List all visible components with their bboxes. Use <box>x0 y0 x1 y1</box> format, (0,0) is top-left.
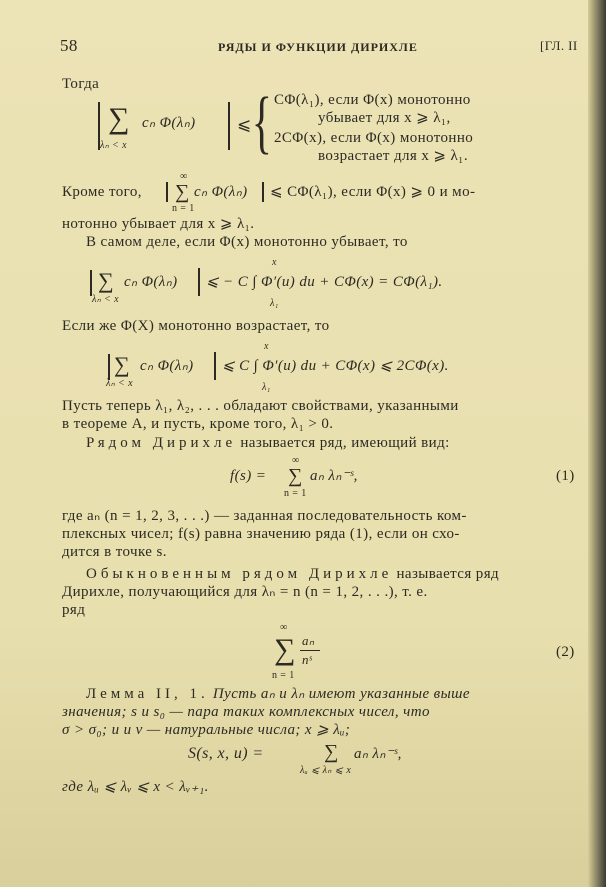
equation-number: (2) <box>556 644 575 660</box>
text-span: называется ряд <box>396 566 500 582</box>
sum-subscript: λᵤ ⩽ λₙ ⩽ x <box>300 765 352 776</box>
sum-subscript: n = 1 <box>284 488 307 499</box>
abs-bar <box>108 354 110 380</box>
abs-bar <box>90 270 92 296</box>
text-line <box>86 566 499 583</box>
text-line: значения; s и s₀ — пара таких комплексных чисел, что <box>62 704 430 720</box>
formula-lhs: f(s) = <box>230 468 267 484</box>
fraction-denominator: nˢ <box>302 652 313 667</box>
sum-subscript: λₙ < x <box>92 294 119 305</box>
abs-bar <box>198 268 200 296</box>
sum-subscript: λₙ < x <box>106 378 133 389</box>
fraction-bar <box>300 650 320 651</box>
integral-upper: x <box>264 341 269 352</box>
text-line: ⩽ CΦ(λ₁), если Φ(x) ⩾ 0 и мо- <box>270 184 476 200</box>
equation-number: (1) <box>556 468 575 484</box>
formula-lhs: S(s, x, u) = <box>188 745 264 762</box>
le-sign: ⩽ <box>237 115 252 134</box>
sum-term: cₙ Φ(λₙ) <box>140 358 194 374</box>
text-line <box>86 686 470 703</box>
text-span: называется ряд, имеющий вид: <box>240 435 450 451</box>
text-line: Если же Φ(X) монотонно возрастает, то <box>62 318 330 334</box>
sum-sign: ∑ <box>175 181 190 203</box>
text-line: В самом деле, если Φ(x) монотонно убывает, то <box>86 234 408 250</box>
text-line: плексных чисел; f(s) равна значению ряда (1), если он схо- <box>62 526 460 542</box>
sum-subscript: λₙ < x <box>100 140 127 151</box>
abs-bar <box>166 182 168 202</box>
sum-term: cₙ Φ(λₙ) <box>194 184 248 200</box>
text-line <box>86 435 450 452</box>
case-line: CΦ(λ₁), если Φ(x) монотонно <box>274 92 471 108</box>
integral-lower: λ₁ <box>270 298 279 309</box>
text-line: σ > σ₀; u и v — натуральные числа; x ⩾ λᵤ; <box>62 722 351 738</box>
integral-upper: x <box>272 257 277 268</box>
sum-term: aₙ λₙ⁻ˢ, <box>310 468 358 484</box>
sum-sign: ∑ <box>288 465 303 487</box>
text-line: где aₙ (n = 1, 2, 3, . . .) — заданная последовательность ком- <box>62 508 467 524</box>
sum-sign: ∑ <box>274 633 296 666</box>
text-line: где λᵤ ⩽ λᵥ ⩽ x < λᵥ₊₁. <box>62 779 209 795</box>
spaced-term: Обыкновенным рядом Дирихле <box>86 566 393 582</box>
fraction-numerator: aₙ <box>302 633 315 648</box>
sum-superscript: ∞ <box>292 455 300 466</box>
sum-superscript: ∞ <box>180 171 188 182</box>
formula-rest: ⩽ C ∫ Φ′(u) du + CΦ(x) ⩽ 2CΦ(x). <box>222 358 449 374</box>
integral-lower: λ₁ <box>262 382 271 393</box>
case-line: 2CΦ(x), если Φ(x) монотонно <box>274 130 474 146</box>
text-line: дится в точке s. <box>62 544 167 560</box>
page-edge <box>588 0 606 887</box>
text-line: Кроме того, <box>62 184 142 200</box>
spaced-term: Рядом Дирихле <box>86 435 237 451</box>
page-number: 58 <box>60 36 78 55</box>
text-line: Пусть теперь λ₁, λ₂, . . . обладают свойствами, указанными <box>62 398 459 414</box>
running-title: РЯДЫ И ФУНКЦИИ ДИРИХЛЕ <box>218 40 418 54</box>
text-line: в теореме A, и пусть, кроме того, λ₁ > 0. <box>62 416 334 432</box>
sum-sign: ∑ <box>324 741 339 763</box>
formula-rest: ⩽ − C ∫ Φ′(u) du + CΦ(x) = CΦ(λ₁). <box>206 274 443 290</box>
abs-bar <box>214 352 216 380</box>
sum-sign: ∑ <box>108 102 130 135</box>
text-line: ряд <box>62 602 86 618</box>
text-line: Тогда <box>62 76 100 92</box>
chapter-label: [ГЛ. II <box>540 38 578 53</box>
text-span: Пусть aₙ и λₙ имеют указанные выше <box>212 686 470 702</box>
abs-bar <box>262 182 264 202</box>
lemma-label: Лемма II, 1. <box>86 686 209 702</box>
text-line: Дирихле, получающийся для λₙ = n (n = 1, 2, . . .), т. е. <box>62 584 428 600</box>
sum-term: cₙ Φ(λₙ) <box>142 115 196 131</box>
sum-subscript: n = 1 <box>272 670 295 681</box>
text-line: нотонно убывает для x ⩾ λ₁. <box>62 216 255 232</box>
brace: { <box>251 84 272 161</box>
case-line: убывает для x ⩾ λ₁, <box>318 110 451 126</box>
case-line: возрастает для x ⩾ λ₁. <box>318 148 468 164</box>
sum-subscript: n = 1 <box>172 203 195 214</box>
sum-sign: ∑ <box>114 352 131 377</box>
abs-bar <box>228 102 230 150</box>
sum-term: cₙ Φ(λₙ) <box>124 274 178 290</box>
sum-superscript: ∞ <box>280 622 288 633</box>
sum-sign: ∑ <box>98 268 115 293</box>
sum-term: aₙ λₙ⁻ˢ, <box>354 746 402 762</box>
